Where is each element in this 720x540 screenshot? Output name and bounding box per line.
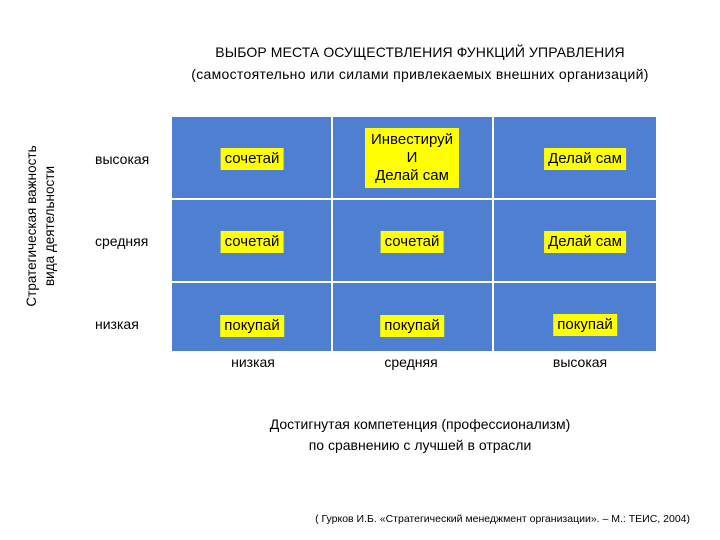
column-label-high: высокая <box>552 354 608 370</box>
cell-low-high: покупай <box>553 314 617 336</box>
cell-high-high: Делай сам <box>544 148 626 170</box>
cell-medium-medium: сочетай <box>381 231 444 253</box>
cell-high-medium <box>365 128 459 188</box>
matrix-divider-v2 <box>492 117 494 351</box>
y-axis-title-line1: Стратегическая важность <box>24 145 39 307</box>
x-axis-title-line1: Достигнутая компетенция (профессионализм) <box>269 416 571 432</box>
x-axis-title-line2: по сравнению с лучшей в отрасли <box>308 437 532 453</box>
row-label-medium: средняя <box>95 233 149 249</box>
cell-low-low: покупай <box>220 315 284 337</box>
cell-high-medium-line2: И <box>406 149 418 166</box>
x-axis-title <box>200 414 640 456</box>
cell-high-low: сочетай <box>221 148 284 170</box>
cell-medium-low: сочетай <box>221 231 284 253</box>
decision-matrix <box>172 117 656 351</box>
cell-high-medium-line1: Инвестируй <box>370 131 454 148</box>
page-title: ВЫБОР МЕСТА ОСУЩЕСТВЛЕНИЯ ФУНКЦИЙ УПРАВЛЕНИЯ <box>215 44 625 60</box>
matrix-divider-v1 <box>331 117 333 351</box>
source-citation: ( Гурков И.Б. «Стратегический менеджмент организации». – М.: ТЕИС, 2004) <box>315 513 690 525</box>
cell-high-medium-line3: Делай сам <box>375 167 449 184</box>
cell-medium-high: Делай сам <box>544 231 626 253</box>
row-label-high: высокая <box>95 151 150 167</box>
matrix-divider-h2 <box>172 281 656 283</box>
page-subtitle: (самостоятельно или силами привлекаемых внешних организаций) <box>191 66 649 82</box>
row-label-low: низкая <box>95 316 139 332</box>
matrix-divider-h1 <box>172 198 656 200</box>
y-axis-title-line2: вида деятельности <box>42 166 57 286</box>
column-label-medium: средняя <box>384 354 438 370</box>
cell-low-medium: покупай <box>380 315 444 337</box>
column-label-low: низкая <box>231 354 275 370</box>
